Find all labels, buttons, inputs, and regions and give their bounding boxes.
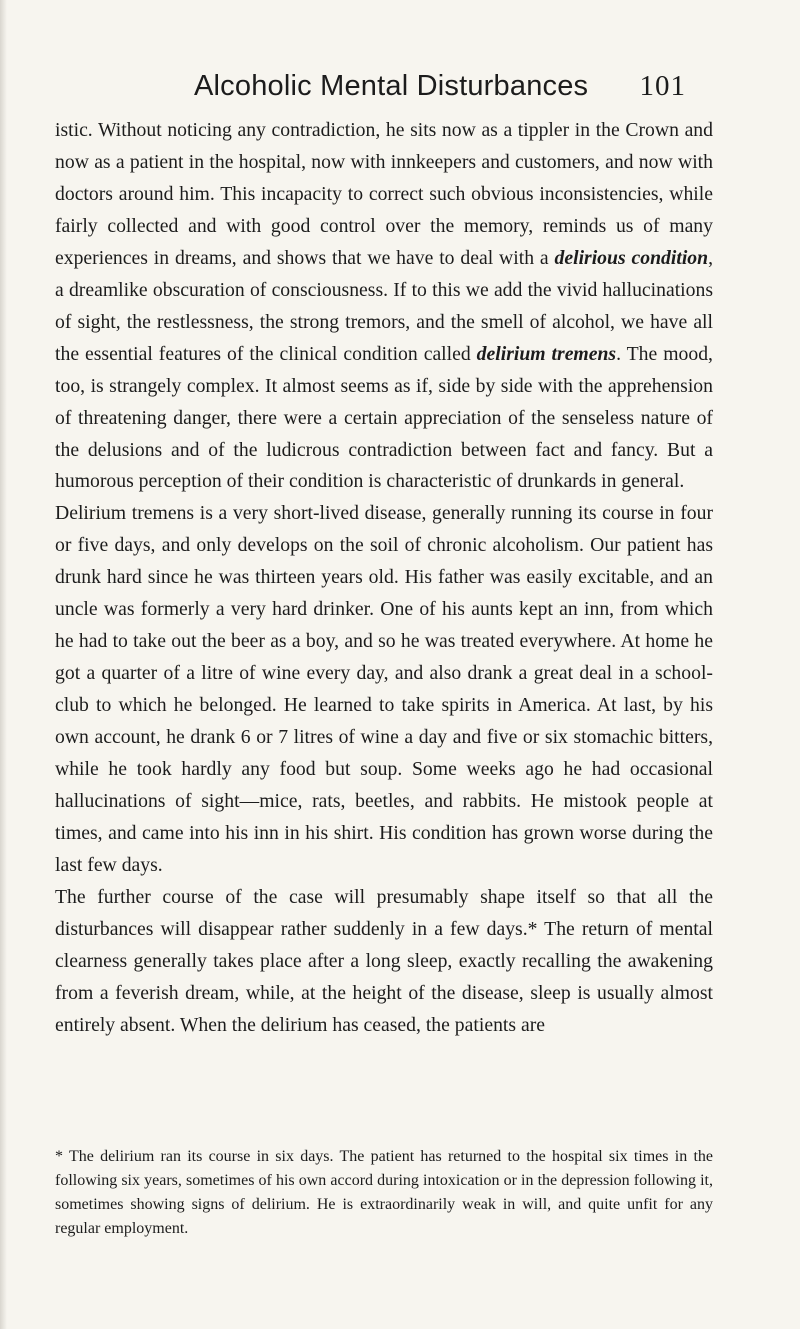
footnote xyxy=(55,1145,713,1241)
paragraph-1-part-b: , a dreamlike obscuration of consciousness. If to this we add the vivid hallucinations of sight, the restlessness, the strong tremors, and the smell of alcohol, we have all the essential features of the clinical condition called xyxy=(55,246,714,365)
page-header xyxy=(194,70,714,110)
running-title: Alcoholic Mental Disturbances xyxy=(194,70,589,102)
footnote-text: * The delirium ran its course in six days. The patient has returned to the hospital six times in the following six years, sometimes of his own accord during intoxication or in the depression following it, sometimes showing signs of delirium. He is extraordinarily weak in will, and quite unfit for any regular employment. xyxy=(55,1148,713,1237)
page-number: 101 xyxy=(639,70,686,102)
italic-term-delirium-tremens: delirium tremens xyxy=(476,342,617,365)
page-edge-shadow xyxy=(0,0,7,1329)
paragraph-1-part-c: . The mood, too, is strangely complex. It almost seems as if, side by side with the apprehension of threatening danger, there were a certain appreciation of the senseless nature of the delusions and of the ludicrous contradiction between fact and fancy. But a humorous perception of their condition is characteristic of drunkards in general. xyxy=(55,342,713,493)
paragraph-3: The further course of the case will presumably shape itself so that all the disturbances will disappear rather suddenly in a few days.* The return of mental clearness generally takes place after a long sleep, exactly recalling the awakening from a feverish dream, while, at the height of the disease, sleep is usually almost entirely absent. When the delirium has ceased, the patients are xyxy=(55,885,713,1036)
paragraph-2: Delirium tremens is a very short-lived disease, generally running its course in four or five days, and only develops on the soil of chronic alcoholism. Our patient has drunk hard since he was thirteen years old. His father was easily excitable, and an uncle was formerly a very hard drinker. One of his aunts kept an inn, from which he had to take out the beer as a boy, and so he was treated everywhere. At home he got a quarter of a litre of wine every day, and also drank a great deal in a school-club to which he belonged. He learned to take spirits in America. At last, by his own account, he drank 6 or 7 litres of wine a day and five or six stomachic bitters, while he took hardly any food but soup. Some weeks ago he had occasional hallucinations of sight—mice, rats, beetles, and rabbits. He mistook people at times, and came into his inn in his shirt. His condition has grown worse during the last few days. xyxy=(55,502,713,876)
paragraph-1 xyxy=(55,115,713,498)
paragraph-1-part-a: istic. Without noticing any contradiction, he sits now as a tippler in the Crown and now as a patient in the hospital, now with innkeepers and customers, and now with doctors around him. This incapacity to correct such obvious inconsistencies, while fairly collected and with good control over the memory, reminds us of many experiences in dreams, and shows that we have to deal with a xyxy=(55,119,713,269)
italic-term-delirious-condition: delirious condition xyxy=(554,246,709,269)
body-text xyxy=(55,115,713,1042)
